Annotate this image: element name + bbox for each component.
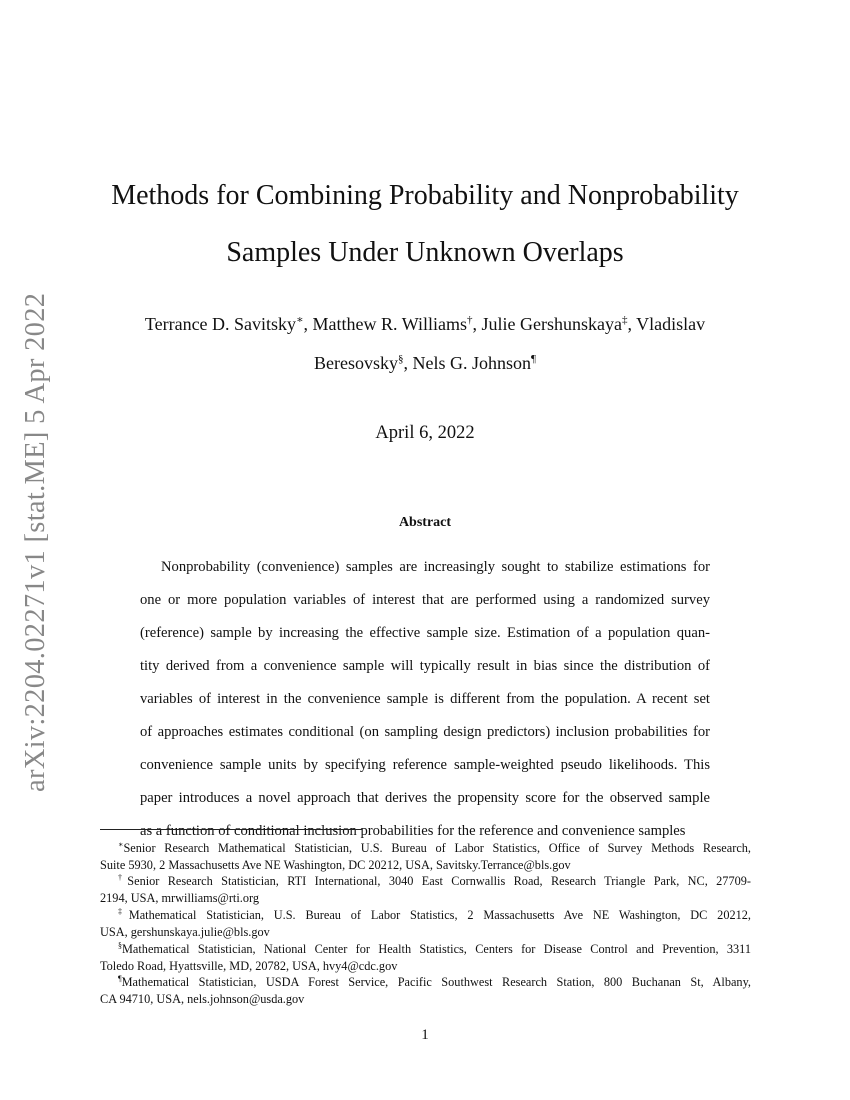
author-mark: ¶	[531, 353, 536, 365]
author-mark: †	[466, 314, 473, 326]
abstract-line: convenience sample units by specifying reference sample-weighted pseudo likelihoods. This	[140, 757, 710, 773]
page-number: 1	[421, 1027, 429, 1043]
author-name: Beresovsky	[314, 353, 398, 373]
abstract-line: (reference) sample by increasing the effective sample size. Estimation of a population quan-	[140, 625, 710, 641]
footnote-mark: §	[118, 941, 122, 950]
author-name: Nels G. Johnson	[412, 353, 532, 373]
author-line-2: Beresovsky§, Nels G. Johnson¶	[314, 353, 536, 373]
author-name: Terrance D. Savitsky	[144, 314, 297, 334]
abstract-line: as a function of conditional inclusion probabilities for the reference and convenience samples	[140, 823, 686, 839]
author-name: Matthew R. Williams	[312, 314, 467, 334]
paper-title-line-2: Samples Under Unknown Overlaps	[226, 237, 624, 268]
footnote: §Mathematical Statistician, National Center for Health Statistics, Centers for Disease Control and Prevention, 3311 Toledo Road, Hyattsville, MD, 20782, USA, hvy4@cdc.gov	[100, 941, 751, 974]
footnote-rule	[100, 829, 362, 830]
author-name: Vladislav	[636, 314, 706, 334]
abstract-heading: Abstract	[398, 515, 452, 530]
author-name: Julie Gershunskaya	[481, 314, 622, 334]
footnote-mark: ∗	[118, 840, 124, 849]
footnote: ‡Mathematical Statistician, U.S. Bureau of Labor Statistics, 2 Massachusetts Ave NE Washington, DC 20212, USA, gershunskaya.julie@bls.gov	[100, 907, 752, 940]
footnote: ∗Senior Research Mathematical Statistician, U.S. Bureau of Labor Statistics, Office of Survey Methods Research, Suite 5930, 2 Massachusetts Ave NE Washington, DC 20212, USA, Savitsky.Terrance@bls.gov	[100, 840, 751, 873]
abstract-line: tity derived from a convenience sample will typically result in bias since the distribution of	[140, 658, 710, 674]
footnote-mark: ‡	[118, 907, 129, 916]
footnote: ¶Mathematical Statistician, USDA Forest Service, Pacific Southwest Research Station, 800 Buchanan St, Albany, CA 94710, USA, nels.johnson@usda.gov	[100, 974, 751, 1007]
footnote-mark: ¶	[118, 974, 122, 983]
abstract-line: one or more population variables of interest that are performed using a randomized survey	[140, 592, 710, 608]
author-line-1: Terrance D. Savitsky∗, Matthew R. Williams†, Julie Gershunskaya‡, Vladislav	[144, 314, 706, 334]
abstract-line: of approaches estimates conditional (on sampling design predictors) inclusion probabilities for	[140, 724, 710, 740]
paper-date: April 6, 2022	[375, 423, 475, 443]
author-mark: §	[398, 353, 404, 365]
paper-title-line-1: Methods for Combining Probability and Nonprobability	[111, 180, 739, 211]
arxiv-identifier: arXiv:2204.02271v1 [stat.ME] 5 Apr 2022	[20, 292, 51, 792]
author-mark: ‡	[621, 314, 628, 326]
arxiv-sidebar-stamp	[14, 292, 58, 792]
footnote-mark: †	[118, 873, 128, 882]
abstract-line: paper introduces a novel approach that derives the propensity score for the observed sample	[140, 790, 710, 806]
author-mark: ∗	[296, 314, 304, 326]
abstract-line: variables of interest in the convenience sample is different from the population. A recent set	[140, 691, 710, 707]
footnote: †Senior Research Statistician, RTI International, 3040 East Cornwallis Road, Research Triangle Park, NC, 27709- 2194, USA, mrwilliams@rti.org	[100, 873, 751, 906]
abstract-line: Nonprobability (convenience) samples are increasingly sought to stabilize estimations for	[161, 559, 710, 575]
